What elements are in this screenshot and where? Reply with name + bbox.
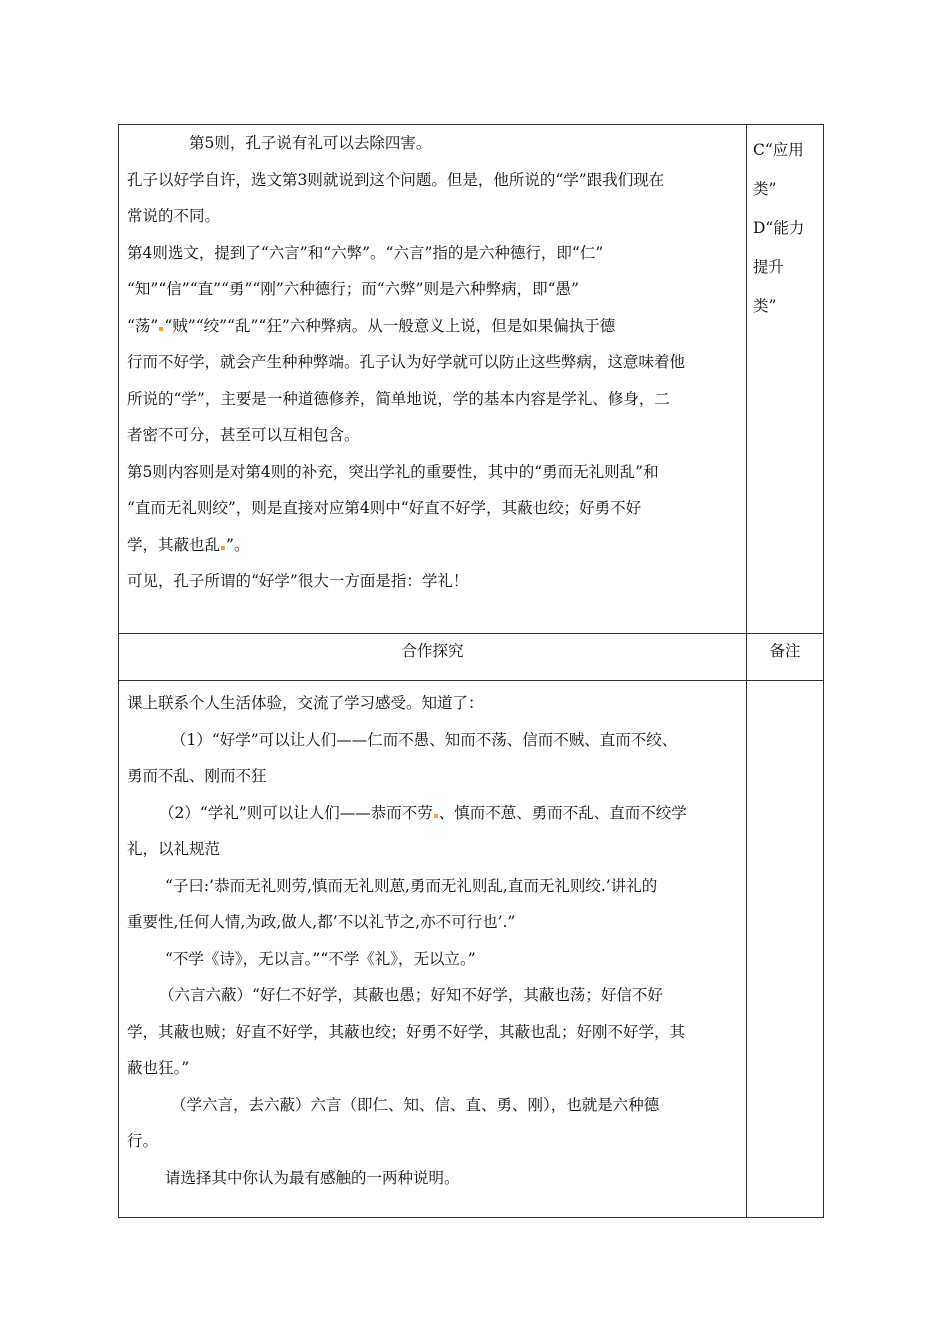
content-table	[118, 124, 824, 1218]
paragraph-line: 第5则内容则是对第4则的补充，突出学礼的重要性，其中的“勇而无礼则乱”和	[127, 462, 659, 481]
document-page	[118, 124, 823, 1218]
paragraph-line: 勇而不乱、刚而不狂	[127, 767, 267, 785]
paragraph-line: （学六言，去六蔽）六言（即仁、知、信、直、勇、刚），也就是六种德	[171, 1095, 660, 1114]
paragraph-line: 第5则，孔子说有礼可以去除四害。	[189, 134, 432, 152]
paragraph-line: 孔子以好学自许，选文第3则就说到这个问题。但是，他所说的“学”跟我们现在	[127, 170, 665, 189]
paragraph-line	[119, 795, 746, 832]
table-row	[119, 634, 824, 681]
paragraph-line: 者密不可分，甚至可以互相包含。	[127, 426, 360, 444]
paragraph-line: 重要性,任何人情,为政,做人,都’不以礼节之,亦不可行也’.”	[127, 913, 516, 931]
notes-heading: 备注	[747, 634, 824, 681]
mark-dot	[434, 814, 438, 818]
paragraph-line: 学，其蔽也贼；好直不好学，其蔽也绞；好勇不好学，其蔽也乱；好刚不好学，其	[127, 1022, 686, 1041]
category-line: 提升	[753, 258, 785, 276]
category-line: 类”	[753, 180, 777, 198]
paragraph-line: 所说的“学”，主要是一种道德修养，简单地说，学的基本内容是学礼、修身，二	[127, 389, 670, 408]
analysis-cell	[119, 125, 747, 634]
paragraph-line: 请选择其中你认为最有感触的一两种说明。	[165, 1168, 460, 1187]
paragraph-line: 可见，孔子所谓的“好学”很大一方面是指：学礼！	[127, 572, 469, 590]
paragraph-line: 课上联系个人生活体验，交流了学习感受。知道了：	[127, 694, 484, 712]
paragraph-line: 常说的不同。	[127, 207, 221, 225]
text-fragment: ”。	[226, 535, 250, 554]
paragraph-line	[119, 308, 746, 345]
paragraph-line: 礼，以礼规范	[127, 840, 221, 858]
text-fragment: （2）“学礼”则可以让人们——恭而不劳	[159, 803, 433, 822]
section-heading: 合作探究	[119, 634, 747, 681]
table-row	[119, 681, 824, 1218]
paragraph-line: “直而无礼则绞”，则是直接对应第4则中“好直不好学，其蔽也绞；好勇不好	[127, 499, 642, 517]
paragraph-line	[119, 527, 746, 564]
paragraph-line: 蔽也狂。”	[127, 1059, 190, 1077]
cooperation-cell	[119, 681, 747, 1218]
category-line: D“能力	[753, 219, 805, 237]
table-row	[119, 125, 824, 634]
notes-cell	[747, 681, 824, 1218]
paragraph-line: “不学《诗》，无以言。”“不学《礼》，无以立。”	[165, 949, 476, 968]
category-cell	[747, 125, 824, 634]
paragraph-line: “知”“信”“直”“勇”“刚”六种德行；而“六弊”则是六种弊病，即“愚”	[127, 280, 579, 298]
text-fragment: “贼”“绞”“乱”“狂”六种弊病。从一般意义上说，但是如果偏执于德	[164, 316, 616, 335]
mark-dot	[159, 327, 163, 331]
paragraph-line: 行而不好学，就会产生种种弊端。孔子认为好学就可以防止这些弊病，这意味着他	[127, 353, 686, 371]
mark-dot	[221, 546, 225, 550]
category-line: C“应用	[753, 141, 804, 159]
category-line: 类”	[753, 297, 777, 315]
paragraph-line: （六言六蔽）“好仁不好学，其蔽也愚；好知不好学，其蔽也荡；好信不好	[159, 986, 663, 1004]
text-fragment: 学，其蔽也乱	[127, 535, 221, 554]
paragraph-line: （1）“好学”可以让人们——仁而不愚、知而不荡、信而不贼、直而不绞、	[171, 730, 678, 749]
paragraph-line: 行。	[127, 1132, 159, 1150]
text-fragment: “荡”	[127, 316, 159, 335]
paragraph-line: 第4则选文，提到了“六言”和“六弊”。“六言”指的是六种德行，即“仁”	[127, 243, 604, 262]
paragraph-line: “子曰:’恭而无礼则劳,慎而无礼则葸,勇而无礼则乱,直而无礼则绞.’讲礼的	[165, 876, 658, 895]
text-fragment: 、慎而不葸、勇而不乱、直而不绞学	[438, 803, 687, 822]
